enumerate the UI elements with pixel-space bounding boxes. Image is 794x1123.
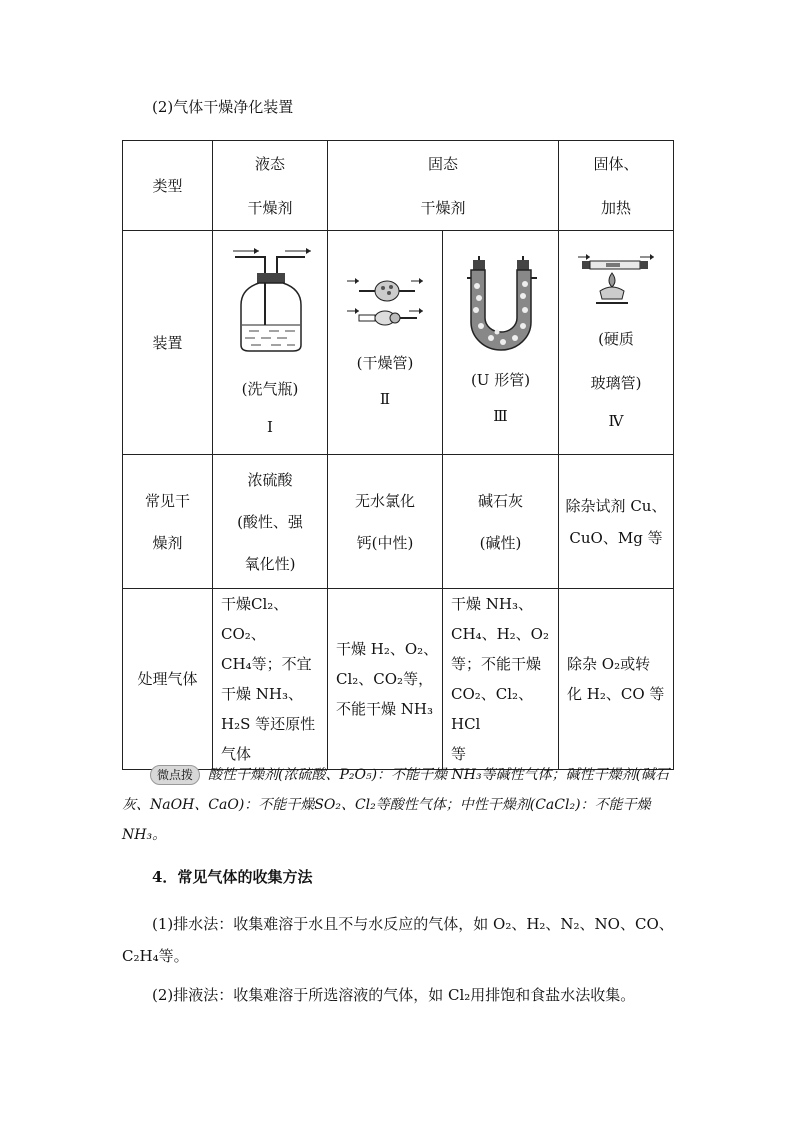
apparatus-cell-4 — [559, 231, 674, 455]
header-type: 类型 — [123, 141, 213, 231]
header-solid: 固态 干燥剂 — [328, 141, 559, 231]
desiccant-cell-3: 碱石灰 (碱性) — [443, 455, 559, 589]
header-liquid: 液态 干燥剂 — [213, 141, 328, 231]
drying-apparatus-table — [122, 140, 674, 770]
tip-note — [122, 760, 678, 850]
apparatus-caption-1: (洗气瓶) — [241, 379, 299, 398]
liquid-method-paragraph: (2)排液法：收集难溶于所选溶液的气体，如 Cl₂用排饱和食盐水法收集。 — [152, 986, 636, 1004]
apparatus-roman-1: Ⅰ — [267, 417, 273, 436]
collection-heading: 4．常见气体的收集方法 — [152, 868, 313, 886]
apparatus-cell-1 — [213, 231, 328, 455]
gas-cell-2: 干燥 H₂、O₂、 Cl₂、CO₂等， 不能干燥 NH₃ — [328, 589, 443, 770]
row-label-desiccant: 常见干 燥剂 — [123, 455, 213, 589]
gas-cell-4: 除杂 O₂或转 化 H₂、CO 等 — [559, 589, 674, 770]
apparatus-row — [123, 231, 674, 455]
tip-text: 酸性干燥剂(浓硫酸、P₂O₅)：不能干燥 NH₃等碱性气体；碱性干燥剂(碱石灰、NaOH、CaO)：不能干燥SO₂、Cl₂等酸性气体；中性干燥剂(CaCl₂)：不能干燥 NH₃。 — [122, 767, 670, 843]
apparatus-caption-4b: 玻璃管) — [590, 373, 642, 392]
gas-cell-1: 干燥Cl₂、CO₂、 CH₄等；不宜 干燥 NH₃、 H₂S 等还原性 气体 — [213, 589, 328, 770]
gas-washing-bottle-icon — [225, 245, 315, 355]
table-header-row — [123, 141, 674, 231]
apparatus-roman-2: Ⅱ — [379, 389, 391, 408]
water-method-paragraph: (1)排水法：收集难溶于水且不与水反应的气体，如 O₂、H₂、N₂、NO、CO、C₂H₄等。 — [122, 915, 674, 965]
apparatus-caption-4a: (硬质 — [598, 329, 634, 348]
desiccant-cell-4: 除杂试剂 Cu、 CuO、Mg 等 — [559, 455, 674, 589]
drying-tube-icon — [345, 273, 425, 329]
apparatus-caption-2: (干燥管) — [356, 353, 414, 372]
apparatus-roman-3: Ⅲ — [493, 406, 508, 425]
hard-glass-tube-icon — [576, 251, 656, 307]
gas-cell-3: 干燥 NH₃、 CH₄、H₂、O₂ 等；不能干燥 CO₂、Cl₂、HCl 等 — [443, 589, 559, 770]
section-heading: (2)气体干燥净化装置 — [152, 98, 294, 116]
row-label-gas: 处理气体 — [123, 589, 213, 770]
tip-badge: 微点拨 — [150, 765, 200, 785]
u-tube-icon — [461, 256, 541, 352]
apparatus-caption-3: (U 形管) — [470, 370, 531, 389]
apparatus-cell-2 — [328, 231, 443, 455]
gas-row — [123, 589, 674, 770]
apparatus-roman-4: Ⅳ — [608, 411, 624, 430]
apparatus-cell-3 — [443, 231, 559, 455]
desiccant-row — [123, 455, 674, 589]
desiccant-cell-2: 无水氯化 钙(中性) — [328, 455, 443, 589]
row-label-apparatus: 装置 — [123, 231, 213, 455]
desiccant-cell-1: 浓硫酸 (酸性、强 氧化性) — [213, 455, 328, 589]
header-solid-heat: 固体、 加热 — [559, 141, 674, 231]
